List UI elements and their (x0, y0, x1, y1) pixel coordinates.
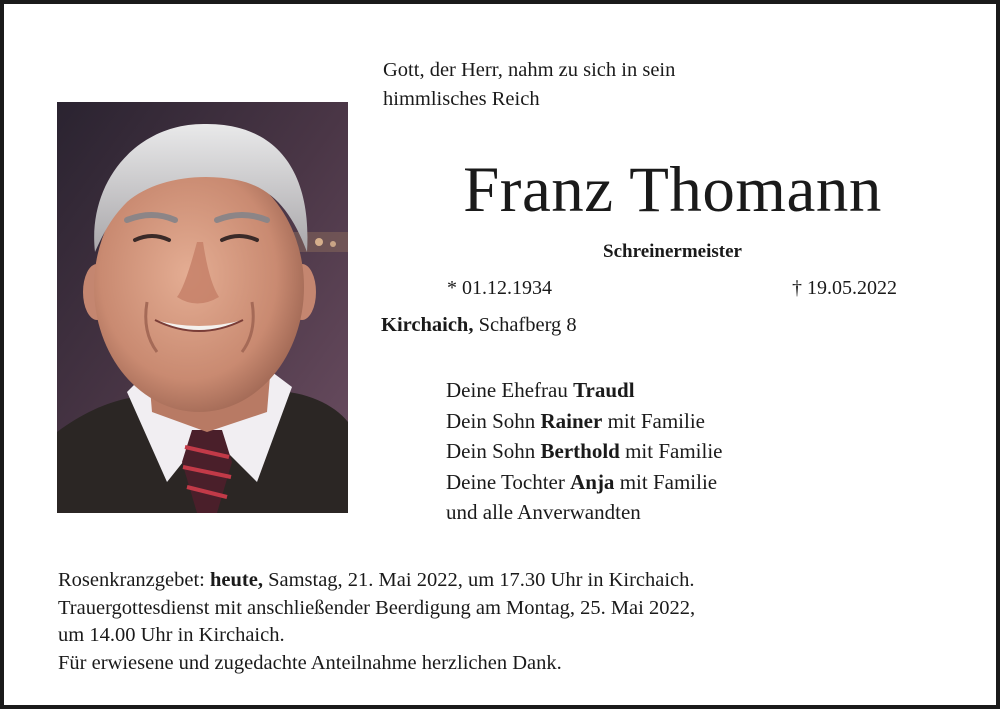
mourner-name: Berthold (540, 439, 620, 463)
deceased-profession: Schreinermeister (603, 241, 742, 262)
funeral-line-1: Trauergottesdienst mit anschließender Beerdigung am Montag, 25. Mai 2022, (58, 596, 696, 619)
mourner-prefix: Deine Ehefrau (446, 378, 574, 402)
mourner-line (446, 375, 723, 406)
intro-line-1: Gott, der Herr, nahm zu sich in sein (383, 59, 676, 81)
rosary-today: heute, (210, 569, 263, 591)
mourner-suffix: mit Familie (602, 408, 705, 433)
mourner-prefix: Dein Sohn (446, 439, 541, 463)
mourner-line (446, 436, 723, 467)
mourner-line (446, 406, 723, 437)
intro-text (383, 56, 675, 114)
mourner-suffix: mit Familie (619, 439, 723, 463)
rosary-prefix: Rosenkranzgebet: (58, 569, 210, 591)
thanks-line: Für erwiesene und zugedachte Anteilnahme herzlichen Dank. (58, 651, 562, 674)
birth-date: * 01.12.1934 (447, 277, 552, 299)
mourner-name: Rainer (540, 408, 603, 433)
mourner-prefix: und alle Anverwandten (446, 500, 641, 524)
mourner-prefix: Dein Sohn (446, 408, 541, 433)
intro-line-2: himmlisches Reich (383, 88, 540, 110)
deceased-name: Franz Thomann (463, 154, 882, 226)
address (381, 310, 577, 340)
mourner-line (446, 467, 723, 498)
rosary-details: Samstag, 21. Mai 2022, um 17.30 Uhr in Kirchaich. (262, 569, 695, 591)
mourner-name: Anja (570, 469, 615, 494)
mourner-suffix: mit Familie (614, 469, 718, 494)
mourner-prefix: Deine Tochter (446, 469, 571, 494)
mourner-line (446, 497, 723, 528)
funeral-line-2: um 14.00 Uhr in Kirchaich. (58, 624, 285, 646)
death-date: † 19.05.2022 (792, 277, 897, 299)
mourner-name: Traudl (573, 378, 635, 402)
portrait-photo (57, 102, 348, 513)
rosary-line (58, 567, 695, 595)
address-street: Schafberg 8 (478, 314, 577, 336)
address-place: Kirchaich, (381, 314, 474, 336)
mourners-list (446, 375, 723, 528)
service-info (58, 567, 695, 677)
